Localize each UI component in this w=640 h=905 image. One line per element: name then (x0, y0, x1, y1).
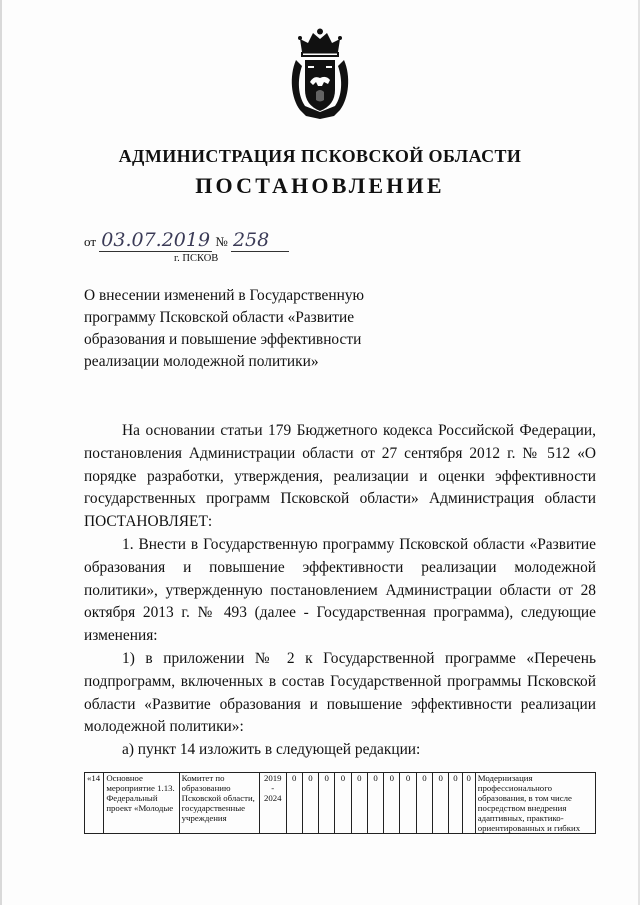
table-row (85, 773, 596, 834)
from-label: от (84, 234, 97, 249)
value-cell: 0 (351, 773, 367, 834)
years-cell: 2019 - 2024 (260, 773, 286, 834)
value-cell: 0 (335, 773, 351, 834)
scan-edge-left (0, 0, 2, 905)
row-number-cell: «14 (85, 773, 104, 834)
handwritten-number: 258 (232, 229, 270, 251)
executor-cell: Комитет по образованию Псковской области, государственные учреждения (179, 773, 259, 834)
value-cell: 0 (433, 773, 449, 834)
value-cell: 0 (367, 773, 383, 834)
body-paragraph: а) пункт 14 изложить в следующей редакции: (122, 741, 421, 759)
value-cell: 0 (319, 773, 335, 834)
activity-name-cell: Основное мероприятие 1.13. Федеральный проект «Молодые (104, 773, 179, 834)
value-cell: 0 (400, 773, 416, 834)
date-field (99, 231, 212, 252)
document-body (84, 420, 596, 762)
agency-title: АДМИНИСТРАЦИЯ ПСКОВСКОЙ ОБЛАСТИ (118, 146, 522, 166)
number-field (231, 231, 289, 252)
result-cell: Модернизация профессионального образования, в том числе посредством внедрения адаптивных, практико-ориентированных и гибких (475, 773, 595, 834)
body-paragraph: 1) в приложении № 2 к Государственной программе «Перечень подпрограмм, включенных в состав Государственной программы Псковской области «Развитие образования и повышение эффективности реализации молодежной политики»: (84, 649, 596, 736)
value-cell: 0 (416, 773, 432, 834)
date-number-line (84, 231, 289, 252)
document-type-title: ПОСТАНОВЛЕНИЕ (195, 173, 445, 198)
value-cell: 0 (286, 773, 302, 834)
value-cell: 0 (449, 773, 462, 834)
number-label: № (215, 234, 228, 249)
value-cell: 0 (462, 773, 475, 834)
program-table (84, 772, 596, 834)
city-label: г. ПСКОВ (174, 253, 219, 264)
coat-of-arms-emblem (288, 28, 352, 120)
body-paragraph: 1. Внести в Государственную программу Псковской области «Развитие образования и повышение эффективности реализации молодежной политики», утвержденную постановлением Администрации области от 28 октября 2013 г. № 493 (далее - Государственная программа), следующие изменения: (84, 535, 596, 645)
document-subject: О внесении изменений в Государственную программу Псковской области «Развитие образования и повышение эффективности реализации молодежной политики» (84, 287, 365, 370)
handwritten-date: 03.07.2019 (101, 229, 211, 251)
value-cell: 0 (302, 773, 318, 834)
body-paragraph: На основании статьи 179 Бюджетного кодекса Российской Федерации, постановления Администрации области от 27 сентября 2012 г. № 512 «О порядке разработки, утверждения, реализации и оценки эффективности государственных программ Псковской области» Администрация области ПОСТАНОВЛЯЕТ: (84, 422, 596, 531)
value-cell: 0 (384, 773, 400, 834)
